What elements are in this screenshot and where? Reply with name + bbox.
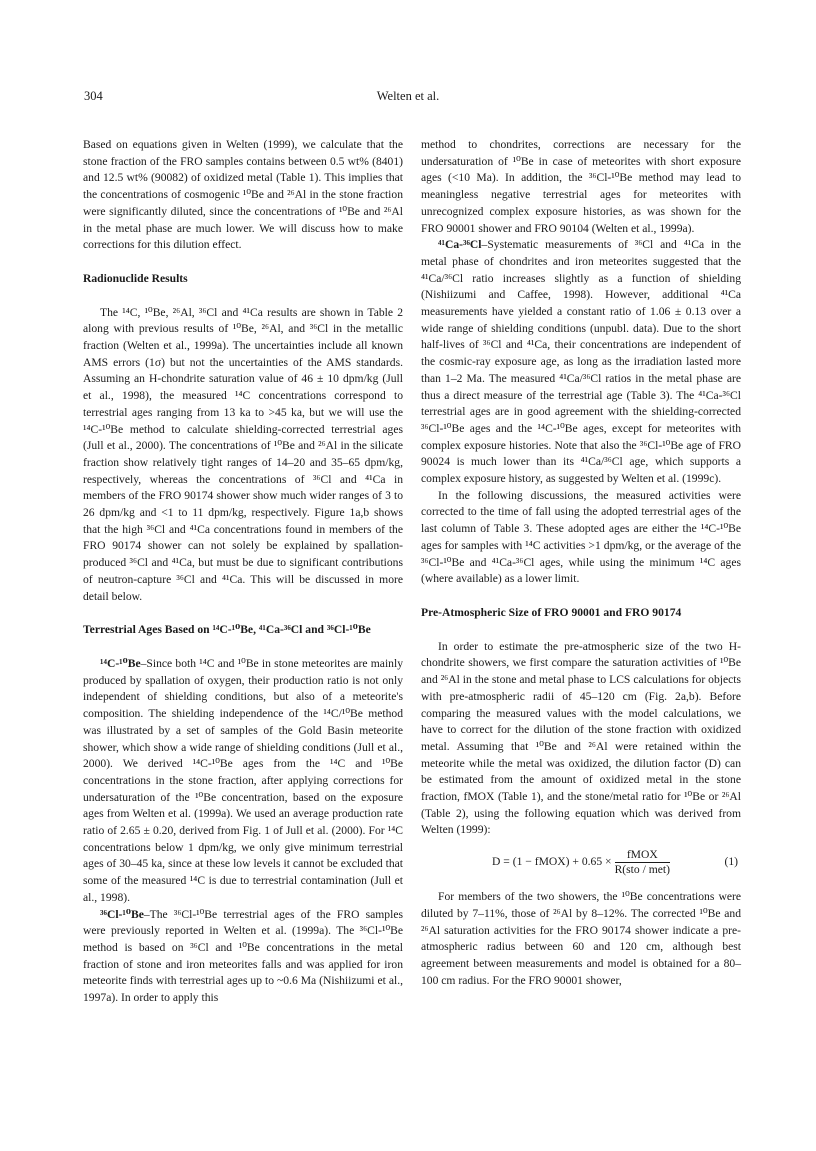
subsection-lead: ¹⁴C-¹⁰Be — [100, 656, 141, 670]
paragraph: In order to estimate the pre-atmospheric size of the two H-chondrite showers, we first compare the saturation activities of ¹⁰Be and ²⁶Al in the stone and metal phase to LCS calculations for objects with pre-atmospheric radii of 45–120 cm (Fig. 2a,b). Before comparing the measured values with the model calculations, we have to correct for the dilution of the stone fraction with oxidized metal. Assuming that ¹⁰Be and ²⁶Al were retained within the meteorite while the metal was oxidized, the dilution factor (D) can be estimated from the amount of oxidized metal in the stone fraction, fMOX (Table 1), and the stone/metal ratio for ¹⁰Be or ²⁶Al (Table 2), using the following equation which was derived from Welten (1999): — [421, 639, 741, 837]
equation-lhs: D = (1 − fMOX) + 0.65 × — [492, 854, 612, 868]
section-heading: Pre-Atmospheric Size of FRO 90001 and FRO 90174 — [421, 605, 682, 619]
paragraph: In the following discussions, the measured activities were corrected to the time of fall using the adopted terrestrial ages of the last column of Table 3. These adopted ages are either the ¹⁴C-¹⁰Be ages for samples with ¹⁴C activities >1 dpm/kg, or the average of the ³⁶Cl-¹⁰Be and ⁴¹Ca-³⁶Cl ages, while using the minimum ¹⁴C ages (where available) as a lower limit. — [421, 488, 741, 586]
equation-numerator: fMOX — [615, 848, 670, 863]
paragraph — [421, 237, 741, 488]
section-heading: Terrestrial Ages Based on ¹⁴C-¹⁰Be, ⁴¹Ca-³⁶Cl and ³⁶Cl-¹⁰Be — [83, 623, 371, 637]
paragraph: method to chondrites, corrections are necessary for the undersaturation of ¹⁰Be in case of meteorites with short exposure ages (<10 Ma). In addition, the ³⁶Cl-¹⁰Be method may lead to meaningless negative terrestrial ages for meteorites with unrecognized complex exposure histories, as was shown for the FRO 90001 shower and FRO 90104 (Welten et al., 1999a). — [421, 138, 741, 235]
paragraph-body: –Systematic measurements of ³⁶Cl and ⁴¹Ca in the metal phase of chondrites and iron meteorites suggested that the ⁴¹Ca/³⁶Cl ratio increases slightly as a function of shielding (Nishiizumi and Caffee, 1998). However, additional ⁴¹Ca measurements have yielded a constant ratio of 1.06 ± 0.13 over a wide range of shielding conditions (unpubl. data). Due to the short half-lives of ³⁶Cl and ⁴¹Ca, their concentrations are independent of the cosmic-ray exposure age, as long as the irradiation lasted more than 1–2 Ma. The measured ⁴¹Ca/³⁶Cl ratios in the metal phase are thus a direct measure of the terrestrial age (Table 3). The ⁴¹Ca-³⁶Cl terrestrial ages are in good agreement with the shielding-corrected ³⁶Cl-¹⁰Be ages and the ¹⁴C-¹⁰Be ages, except for meteorites with complex exposure histories. Note that also the ³⁶Cl-¹⁰Be age of FRO 90024 is much lower than its ⁴¹Ca/³⁶Cl age, which supports a complex exposure history, as suggested by Welten et al. (1999c). — [421, 238, 741, 486]
equation-number: (1) — [724, 855, 738, 869]
paragraph: Based on equations given in Welten (1999), we calculate that the stone fraction of the FRO samples contains between 0.5 wt% (8401) and 12.5 wt% (90082) of oxidized metal (Table 1). This implies that the concentrations of cosmogenic ¹⁰Be and ²⁶Al in the stone fraction were significantly diluted, since the concentrations of ¹⁰Be and ²⁶Al in the metal phase are much lower. We will discuss how to make corrections for this dilution effect. — [83, 138, 403, 252]
paragraph: For members of the two showers, the ¹⁰Be concentrations were diluted by 7–11%, those of ²⁶Al by 8–12%. The corrected ¹⁰Be and ²⁶Al saturation activities for the FRO 90174 shower indicate a pre-atmospheric radius between 60 and 120 cm, although best agreement between measurements and model is obtained for a 80–100 cm radius. For the FRO 90001 shower, — [421, 890, 741, 987]
left-column — [83, 137, 403, 1007]
equation — [421, 843, 741, 881]
right-column — [421, 137, 741, 989]
equation-fraction — [615, 848, 670, 877]
page-number: 304 — [84, 89, 103, 103]
running-head: Welten et al. — [376, 89, 440, 103]
paragraph-body: –Since both ¹⁴C and ¹⁰Be in stone meteorites are mainly produced by spallation of oxygen, their production ratio is not only independent of shielding conditions, but also of a meteorite's composition. The shielding independence of the ¹⁴C/¹⁰Be method was illustrated by a set of samples of the Gold Basin meteorite shower, which show a wide range of shielding conditions (Jull et al., 2000). We derived ¹⁴C-¹⁰Be ages from the ¹⁴C and ¹⁰Be concentrations in the stone fraction, after applying corrections for undersaturation of the ¹⁰Be concentration, based on the exposure ages from Welten et al. (1999a). We used an average production rate ratio of 2.65 ± 0.20, derived from Fig. 1 of Jull et al. (2000). For ¹⁴C concentrations below 1 dpm/kg, we only give minimum terrestrial ages of 30–45 ka, since at these low levels it cannot be excluded that some of the measured ¹⁴C is due to terrestrial contamination (Jull et al., 1998). — [83, 656, 403, 904]
paragraph: The ¹⁴C, ¹⁰Be, ²⁶Al, ³⁶Cl and ⁴¹Ca results are shown in Table 2 along with previous results of ¹⁰Be, ²⁶Al, and ³⁶Cl in the metallic fraction (Welten et al., 1999a). The uncertainties include all known AMS errors (1σ) but not the uncertainties of the AMS standards. Assuming an H-chondrite saturation value of 46 ± 10 dpm/kg (Jull et al., 1998), the measured ¹⁴C concentrations correspond to terrestrial ages ranging from 13 ka to >45 ka, but we will use the ¹⁴C-¹⁰Be method to calculate shielding-corrected terrestrial ages (Jull et al., 2000). The concentrations of ¹⁰Be and ²⁶Al in the silicate fraction show relatively tight ranges of 14–20 and 35–65 dpm/kg, respectively, whereas the concentrations of ³⁶Cl and ⁴¹Ca in members of the FRO 90174 shower show much wider ranges of 3 to 26 dpm/kg and <1 to 11 dpm/kg, respectively. Figure 1a,b shows that the high ³⁶Cl and ⁴¹Ca concentrations found in members of the FRO 90174 shower can not solely be explained by spallation-produced ³⁶Cl and ⁴¹Ca, but must be due to significant contributions of neutron-capture ³⁶Cl and ⁴¹Ca. This will be discussed in more detail below. — [83, 305, 403, 603]
section-heading: Radionuclide Results — [83, 271, 188, 285]
equation-denominator: R(sto / met) — [614, 862, 670, 876]
paragraph — [83, 656, 403, 907]
subsection-lead: ³⁶Cl-¹⁰Be — [100, 907, 144, 921]
subsection-lead: ⁴¹Ca-³⁶Cl — [438, 238, 482, 252]
paragraph-body: –The ³⁶Cl-¹⁰Be terrestrial ages of the FRO samples were previously reported in Welten et al. (1999a). The ³⁶Cl-¹⁰Be method is based on ³⁶Cl and ¹⁰Be concentrations in the metal fraction of stone and iron meteorites falls and was applied for iron meteorite finds with terrestrial ages up to ~0.6 Ma (Nishiizumi et al., 1997a). In order to apply this — [83, 907, 403, 1005]
paragraph — [83, 907, 403, 1007]
